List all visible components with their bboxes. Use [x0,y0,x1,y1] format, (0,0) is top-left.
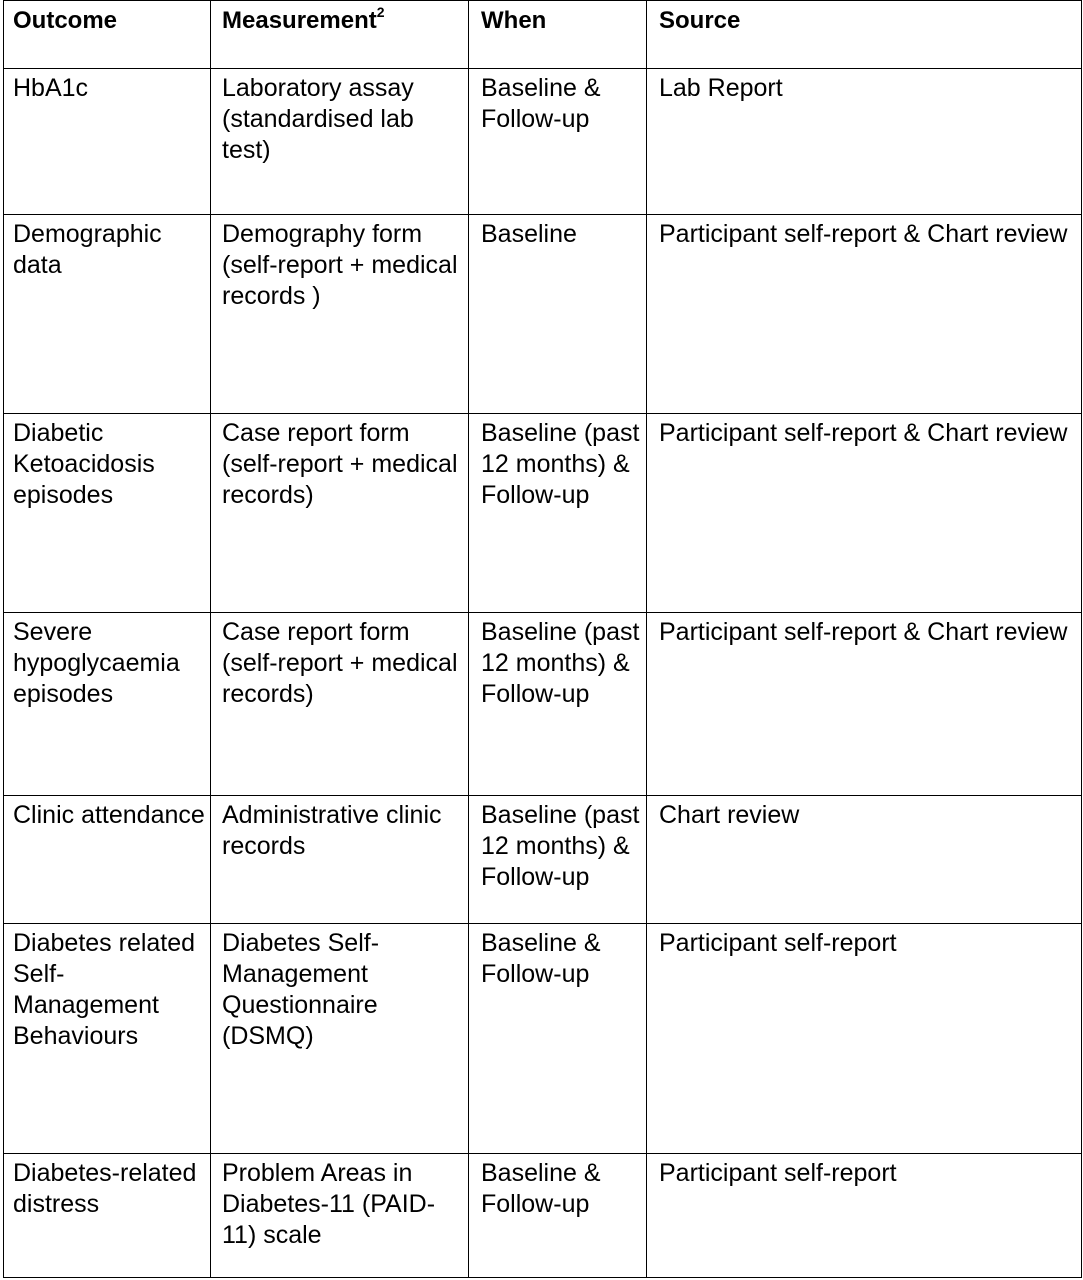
outcomes-table [3,0,1082,1278]
cell-measurement: Case report form (self-report + medical records) [211,414,469,613]
table-row [4,924,1082,1154]
cell-when: Baseline (past 12 months) & Follow-up [469,796,647,924]
cell-outcome: Diabetes-related distress [4,1154,211,1278]
cell-outcome: Demographic data [4,215,211,414]
table-header-row [4,1,1082,69]
cell-measurement: Diabetes Self-Management Questionnaire (DSMQ) [211,924,469,1154]
table-row [4,613,1082,796]
header-outcome: Outcome [4,1,211,69]
cell-measurement: Administrative clinic records [211,796,469,924]
header-when: When [469,1,647,69]
cell-when: Baseline & Follow-up [469,924,647,1154]
table-row [4,215,1082,414]
cell-measurement: Case report form (self-report + medical records) [211,613,469,796]
cell-when: Baseline & Follow-up [469,1154,647,1278]
cell-source: Participant self-report & Chart review [647,215,1082,414]
header-measurement: Measurement$^2$ [211,1,469,69]
header-source: Source [647,1,1082,69]
cell-source: Participant self-report [647,924,1082,1154]
cell-source: Participant self-report [647,1154,1082,1278]
cell-when: Baseline (past 12 months) & Follow-up [469,613,647,796]
table-row [4,69,1082,215]
cell-outcome: Diabetic Ketoacidosis episodes [4,414,211,613]
table-row [4,414,1082,613]
table-row [4,796,1082,924]
cell-source: Chart review [647,796,1082,924]
cell-measurement: Demography form (self-report + medical records ) [211,215,469,414]
cell-when: Baseline & Follow-up [469,69,647,215]
cell-outcome: Clinic attendance [4,796,211,924]
footnote-marker: 2 [376,4,385,20]
table-row [4,1154,1082,1278]
cell-measurement: Problem Areas in Diabetes-11 (PAID-11) scale [211,1154,469,1278]
cell-outcome: HbA1c [4,69,211,215]
cell-source: Lab Report [647,69,1082,215]
cell-source: Participant self-report & Chart review [647,414,1082,613]
cell-measurement: Laboratory assay (standardised lab test) [211,69,469,215]
cell-outcome: Diabetes related Self-Management Behaviours [4,924,211,1154]
cell-when: Baseline (past 12 months) & Follow-up [469,414,647,613]
cell-source: Participant self-report & Chart review [647,613,1082,796]
cell-when: Baseline [469,215,647,414]
cell-outcome: Severe hypoglycaemia episodes [4,613,211,796]
